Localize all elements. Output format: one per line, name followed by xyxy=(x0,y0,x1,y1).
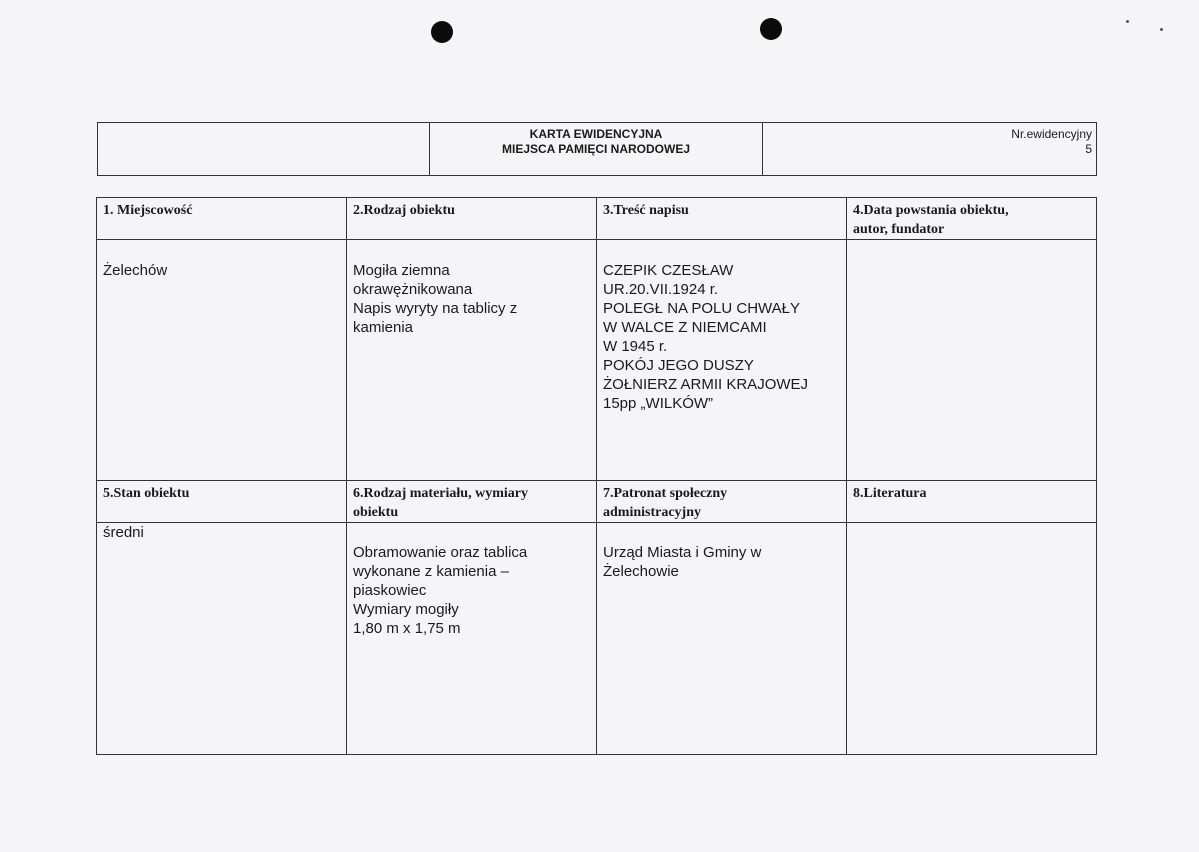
record-number-label: Nr.ewidencyjny xyxy=(1011,127,1092,141)
card-title xyxy=(430,123,763,175)
header-patronage: 7.Patronat społeczny administracyjny xyxy=(597,481,847,523)
record-number xyxy=(763,123,1096,175)
value-object-type: Mogiła ziemna okrawężnikowana Napis wyryty na tablicy z kamienia xyxy=(347,240,597,481)
value-literature xyxy=(847,523,1097,755)
record-table xyxy=(96,197,1097,755)
table-row xyxy=(97,523,1097,755)
record-card-header xyxy=(97,122,1097,176)
header-material: 6.Rodzaj materiału, wymiary obiektu xyxy=(347,481,597,523)
value-patronage: Urząd Miasta i Gminy w Żelechowie xyxy=(597,523,847,755)
value-material: Obramowanie oraz tablica wykonane z kamienia – piaskowiec Wymiary mogiły 1,80 m x 1,75 m xyxy=(347,523,597,755)
scan-speck xyxy=(1126,20,1129,23)
card-title-line1: KARTA EWIDENCYJNA xyxy=(529,127,663,141)
header-literature: 8.Literatura xyxy=(847,481,1097,523)
header-object-type: 2.Rodzaj obiektu xyxy=(347,198,597,240)
value-condition: średni xyxy=(97,523,347,755)
punch-hole-right xyxy=(760,18,782,40)
punch-hole-left xyxy=(431,21,453,43)
scan-speck xyxy=(1160,28,1163,31)
header-inscription: 3.Treść napisu xyxy=(597,198,847,240)
record-number-value: 5 xyxy=(1085,142,1092,156)
header-blank-cell xyxy=(98,123,430,175)
table-row xyxy=(97,240,1097,481)
value-locality: Żelechów xyxy=(97,240,347,481)
card-title-line2: MIEJSCA PAMIĘCI NARODOWEJ xyxy=(501,142,690,156)
header-condition: 5.Stan obiektu xyxy=(97,481,347,523)
value-inscription: CZEPIK CZESŁAW UR.20.VII.1924 r. POLEGŁ NA POLU CHWAŁY W WALCE Z NIEMCAMI W 1945 r. POKÓJ JEGO DUSZY ŻOŁNIERZ ARMII KRAJOWEJ 15pp „WILKÓW” xyxy=(597,240,847,481)
table-header-row xyxy=(97,481,1097,523)
table-header-row xyxy=(97,198,1097,240)
header-locality: 1. Miejscowość xyxy=(97,198,347,240)
header-creation-date: 4.Data powstania obiektu, autor, fundator xyxy=(847,198,1097,240)
value-creation-date xyxy=(847,240,1097,481)
